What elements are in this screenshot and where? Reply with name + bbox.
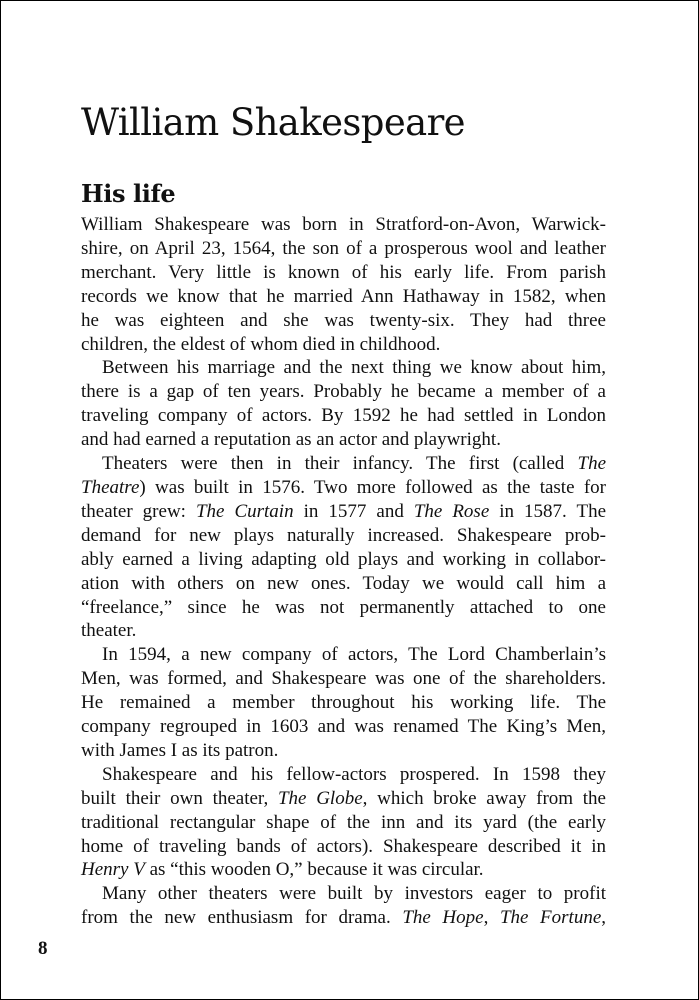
text-line [81, 667, 606, 691]
text-line [81, 524, 606, 548]
text-run: Between his marriage and the next thing we know about him, [102, 357, 606, 379]
text-line [81, 404, 606, 428]
text-line [81, 213, 606, 237]
text-line [81, 739, 606, 763]
text-run: , which broke away from the [362, 787, 606, 809]
text-run: with James I as its patron. [81, 739, 279, 761]
text-line [81, 811, 606, 835]
text-run: ation with others on new ones. Today we would call him a [81, 572, 606, 594]
text-run: records we know that he married Ann Hathaway in 1582, when [81, 285, 606, 307]
italic-title: The Hope [402, 907, 484, 929]
italic-title: The Rose [413, 500, 490, 522]
body-text [81, 213, 606, 930]
text-run: Men, was formed, and Shakespeare was one of the shareholders. [81, 668, 606, 690]
text-run: Shakespeare and his fellow-actors prospered. In 1598 they [102, 763, 606, 785]
text-run: theater. [81, 620, 137, 642]
text-line [81, 787, 606, 811]
text-run: merchant. Very little is known of his early life. From parish [81, 261, 606, 283]
text-run: he was eighteen and she was twenty-six. They had three [81, 309, 606, 331]
text-run: traditional rectangular shape of the inn and its yard (the early [81, 811, 606, 833]
text-line [81, 356, 606, 380]
text-line [81, 906, 606, 930]
text-line [81, 619, 606, 643]
text-run: demand for new plays naturally increased. Shakespeare prob- [81, 524, 606, 546]
text-run: ably earned a living adapting old plays and working in collabor- [81, 548, 606, 570]
italic-title: Henry V [81, 859, 145, 881]
text-line [81, 548, 606, 572]
text-run: Theaters were then in their infancy. The first (called [102, 453, 578, 475]
text-run: as “this wooden O,” because it was circular. [144, 859, 484, 881]
text-line [81, 835, 606, 859]
text-line [81, 261, 606, 285]
text-line [81, 572, 606, 596]
text-line [81, 882, 606, 906]
text-run: company regrouped in 1603 and was renamed The King’s Men, [81, 716, 606, 738]
italic-title: The Globe [277, 787, 363, 809]
text-line [81, 333, 606, 357]
text-run: from the new enthusiasm for drama. [81, 907, 403, 929]
text-run: ) was built in 1576. Two more followed as the taste for [139, 476, 606, 498]
text-run: traveling company of actors. By 1592 he had settled in London [81, 405, 606, 427]
text-run: “freelance,” since he was not permanently attached to one [81, 596, 606, 618]
text-line [81, 691, 606, 715]
text-run: home of traveling bands of actors). Shakespeare described it in [81, 835, 606, 857]
italic-title: The Curtain [195, 500, 294, 522]
page-number: 8 [38, 938, 48, 959]
text-line [81, 380, 606, 404]
text-line [81, 643, 606, 667]
text-run: shire, on April 23, 1564, the son of a prosperous wool and leather [81, 237, 606, 259]
text-line [81, 452, 606, 476]
page-title: William Shakespeare [81, 101, 465, 144]
section-heading: His life [81, 179, 176, 208]
text-line [81, 428, 606, 452]
text-run: , [483, 907, 500, 929]
text-line [81, 715, 606, 739]
text-line [81, 858, 606, 882]
text-run: there is a gap of ten years. Probably he became a member of a [81, 381, 606, 403]
text-run: William Shakespeare was born in Stratford-on-Avon, Warwick- [81, 214, 606, 235]
text-line [81, 763, 606, 787]
text-line [81, 309, 606, 333]
text-run: theater grew: [81, 500, 196, 522]
text-line [81, 500, 606, 524]
text-run: built their own theater, [81, 787, 278, 809]
text-line [81, 285, 606, 309]
text-line [81, 237, 606, 261]
italic-title: Theatre [81, 476, 140, 498]
text-run: children, the eldest of whom died in childhood. [81, 333, 441, 355]
text-run: in 1577 and [293, 500, 414, 522]
text-run: , [601, 907, 607, 929]
text-run: He remained a member throughout his working life. The [81, 692, 606, 714]
text-run: Many other theaters were built by investors eager to profit [102, 883, 606, 905]
italic-title: The [577, 453, 606, 475]
text-line [81, 476, 606, 500]
text-run: in 1587. The [489, 500, 606, 522]
text-run: and had earned a reputation as an actor and playwright. [81, 429, 501, 451]
italic-title: The Fortune [499, 907, 602, 929]
text-line [81, 596, 606, 620]
text-run: In 1594, a new company of actors, The Lord Chamberlain’s [102, 644, 606, 666]
